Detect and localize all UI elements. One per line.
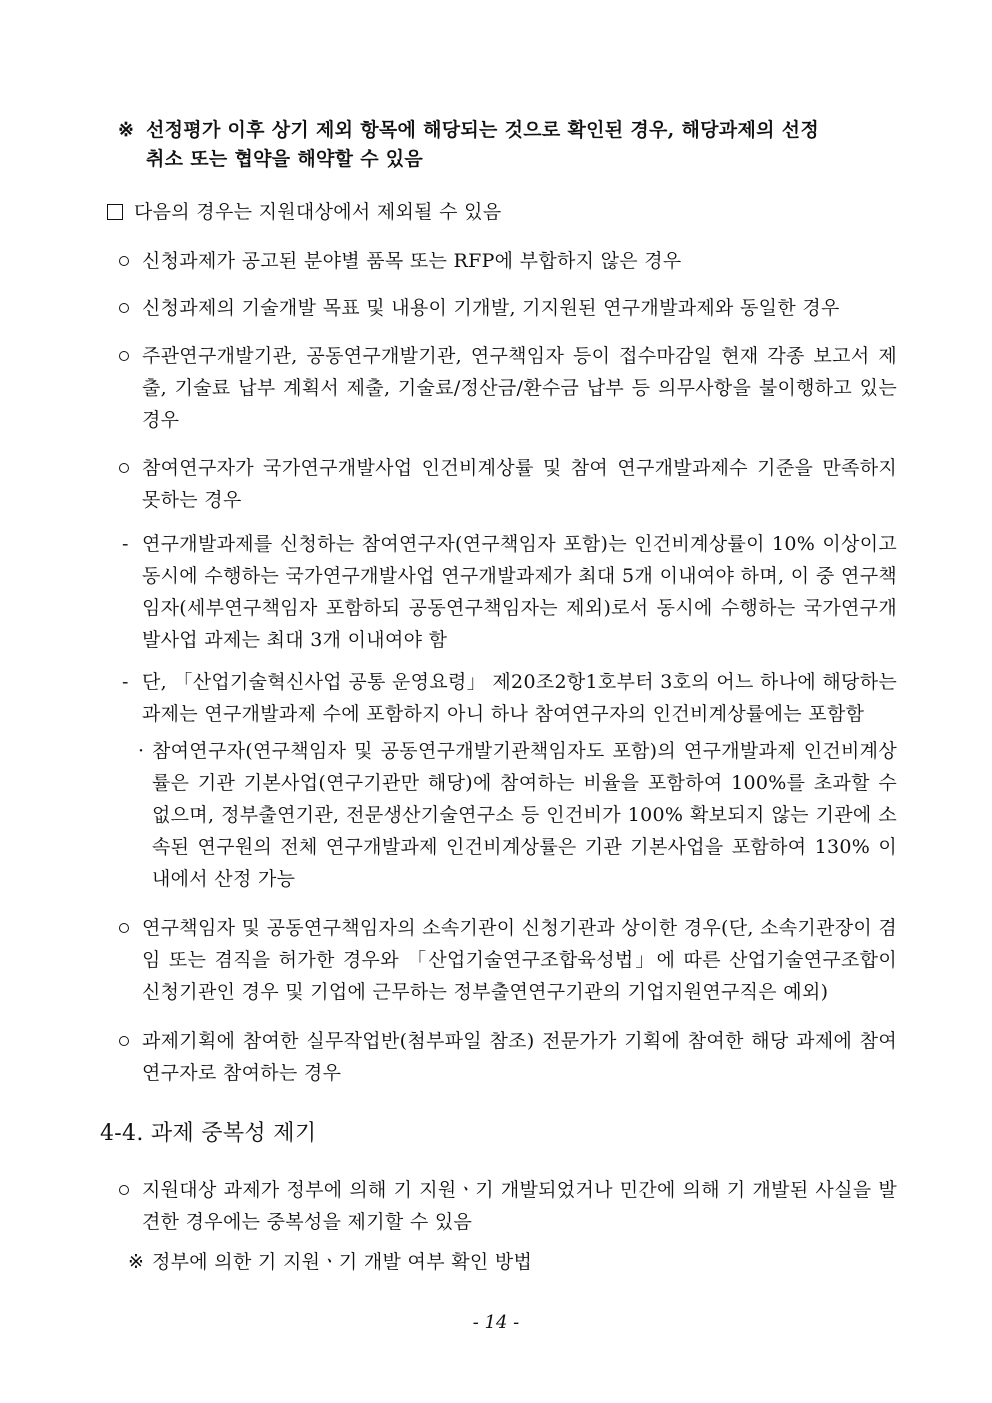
dot-marker: ·	[138, 740, 145, 762]
note-line-2: 취소 또는 협약을 해약할 수 있음	[146, 148, 424, 170]
list-item: 주관연구개발기관, 공동연구개발기관, 연구책임자 등이 접수마감일 현재 각종 보고서 제출, 기술료 납부 계획서 제출, 기술료/정산금/환수금 납부 등 의무사항을 불이행하고 있는 경우	[142, 345, 897, 431]
list-item: 신청과제가 공고된 분야별 품목 또는 RFP에 부합하지 않은 경우	[142, 250, 682, 272]
page-number: - 14 -	[472, 1312, 520, 1333]
circle-bullet-icon	[119, 1185, 129, 1195]
dash-item: 단, 「산업기술혁신사업 공통 운영요령」 제20조2항1호부터 3호의 어느 하나에 해당하는 과제는 연구개발과제 수에 포함하지 아니 하나 참여연구자의 인건비계상률에는 포함함	[142, 671, 897, 725]
circle-bullet-icon	[119, 1036, 129, 1046]
section-heading: 4-4. 과제 중복성 제기	[100, 1121, 317, 1146]
list-item: 과제기획에 참여한 실무작업반(첨부파일 참조) 전문가가 기획에 참여한 해당 과제에 참여연구자로 참여하는 경우	[142, 1030, 897, 1084]
circle-bullet-icon	[119, 923, 129, 933]
checkbox-square-icon	[107, 204, 123, 220]
dash-marker: -	[122, 671, 129, 693]
circle-bullet-icon	[119, 463, 129, 473]
list-item: 신청과제의 기술개발 목표 및 내용이 기개발, 기지원된 연구개발과제와 동일한 경우	[142, 297, 840, 319]
circle-bullet-icon	[119, 256, 129, 266]
circle-bullet-icon	[119, 351, 129, 361]
dot-item: 참여연구자(연구책임자 및 공동연구개발기관책임자도 포함)의 연구개발과제 인건비계상률은 기관 기본사업(연구기관만 해당)에 참여하는 비율을 포함하여 100%를 초과할 수 없으며, 정부출연기관, 전문생산기술연구소 등 인건비가 100% 확보되지 않는 기관에 소속된 연구원의 전체 연구개발과제 인건비계상률은 기관 기본사업을 포함하여 130% 이내에서 산정 가능	[152, 740, 897, 890]
list-item: 참여연구자가 국가연구개발사업 인건비계상률 및 참여 연구개발과제수 기준을 만족하지 못하는 경우	[142, 457, 897, 511]
note-marker: ※	[118, 119, 135, 141]
note-line-1: 선정평가 이후 상기 제외 항목에 해당되는 것으로 확인된 경우, 해당과제의 선정	[146, 119, 819, 141]
dash-item: 연구개발과제를 신청하는 참여연구자(연구책임자 포함)는 인건비계상률이 10% 이상이고 동시에 수행하는 국가연구개발사업 연구개발과제가 최대 5개 이내여야 하며, 이 중 연구책임자(세부연구책임자 포함하되 공동연구책임자는 제외)로서 동시에 수행하는 국가연구개발사업 과제는 최대 3개 이내여야 함	[142, 533, 897, 651]
dash-marker: -	[122, 533, 129, 555]
list-item: 연구책임자 및 공동연구책임자의 소속기관이 신청기관과 상이한 경우(단, 소속기관장이 겸임 또는 겸직을 허가한 경우와 「산업기술연구조합육성법」에 따른 산업기술연구조합이 신청기관인 경우 및 기업에 근무하는 정부출연연구기관의 기업지원연구직은 예외)	[142, 917, 897, 1003]
note-text: 정부에 의한 기 지원ㆍ기 개발 여부 확인 방법	[152, 1251, 533, 1273]
circle-bullet-icon	[119, 303, 129, 313]
section-title: 다음의 경우는 지원대상에서 제외될 수 있음	[134, 201, 502, 223]
list-item: 지원대상 과제가 정부에 의해 기 지원ㆍ기 개발되었거나 민간에 의해 기 개발된 사실을 발견한 경우에는 중복성을 제기할 수 있음	[142, 1179, 897, 1233]
note-marker: ※	[128, 1251, 145, 1273]
